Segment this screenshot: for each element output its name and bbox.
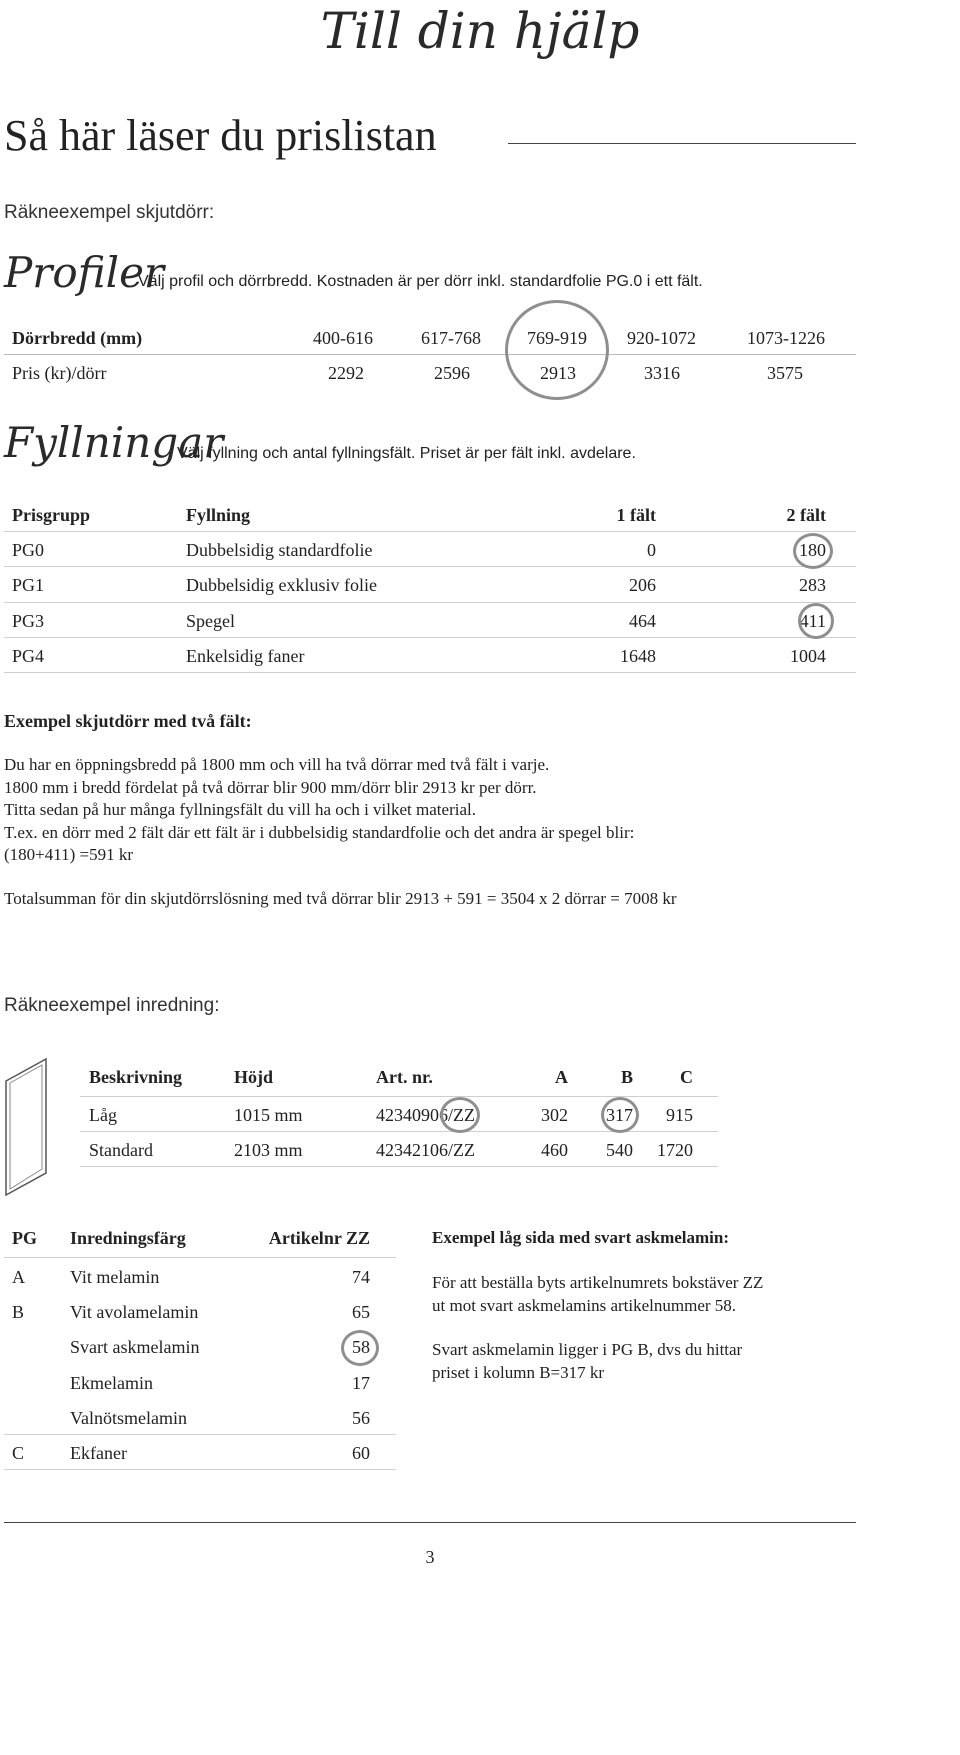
color-table-cell: Svart askmelamin — [70, 1337, 200, 1357]
fillings-cell: Dubbelsidig exklusiv folie — [186, 575, 377, 595]
price-cell: 3575 — [767, 363, 803, 383]
color-table-cell: 17 — [352, 1373, 370, 1393]
fillings-cell: PG1 — [12, 575, 45, 595]
interior-example-line: Svart askmelamin ligger i PG B, dvs du hittar — [432, 1340, 743, 1359]
door-section-heading: Räkneexempel skjutdörr: — [4, 202, 215, 223]
width-column: 769-919 — [527, 328, 587, 348]
door-example-line: Titta sedan på hur många fyllningsfält du vill ha och i vilket material. — [4, 800, 476, 819]
fillings-intro: Välj fyllning och antal fyllningsfält. Priset är per fält inkl. avdelare. — [177, 445, 636, 462]
fillings-cell: 1004 — [790, 646, 826, 666]
price-cell: 2596 — [434, 363, 470, 383]
highlight-circle — [505, 300, 609, 400]
color-table-cell: Valnötsmelamin — [70, 1408, 187, 1428]
fillings-script-label: Fyllningar — [4, 418, 224, 467]
price-cell: 2292 — [328, 363, 364, 383]
color-table-divider — [4, 1434, 396, 1435]
size-table-divider — [80, 1166, 718, 1167]
color-table-cell: Vit avolamelamin — [70, 1302, 199, 1322]
fillings-divider — [4, 531, 856, 532]
profiles-intro: Välj profil och dörrbredd. Kostnaden är per dörr inkl. standardfolie PG.0 i ett fält. — [138, 273, 703, 290]
fillings-divider — [4, 602, 856, 603]
size-table-cell: 302 — [541, 1105, 568, 1125]
size-table-header: Höjd — [234, 1067, 274, 1087]
title-rule — [508, 143, 856, 144]
color-table-cell: A — [12, 1267, 25, 1287]
fillings-cell: 283 — [799, 575, 826, 595]
color-table-cell: 74 — [352, 1267, 370, 1287]
color-table-divider — [4, 1469, 396, 1470]
door-example-text — [4, 754, 634, 867]
price-cell: 3316 — [644, 363, 680, 383]
fillings-cell: PG4 — [12, 646, 45, 666]
width-column: 617-768 — [421, 328, 481, 348]
fillings-cell: 1648 — [620, 646, 656, 666]
fillings-header: 2 fält — [786, 505, 826, 525]
size-table-cell: Låg — [89, 1105, 117, 1125]
fillings-header: 1 fält — [616, 505, 656, 525]
color-table-header: Inredningsfärg — [70, 1228, 186, 1248]
color-table-cell: 65 — [352, 1302, 370, 1322]
width-column: 920-1072 — [627, 328, 696, 348]
profiles-script-label: Profiler — [4, 248, 165, 297]
size-table-cell: 915 — [666, 1105, 693, 1125]
interior-section-heading: Räkneexempel inredning: — [4, 995, 220, 1016]
size-table-cell: 1720 — [657, 1140, 693, 1160]
size-table-header: Art. nr. — [376, 1067, 433, 1087]
highlight-circle — [341, 1330, 379, 1366]
color-table-cell: Ekmelamin — [70, 1373, 153, 1393]
color-table-cell: 58 — [352, 1337, 370, 1357]
fillings-cell: Dubbelsidig standardfolie — [186, 540, 373, 560]
size-table-header: B — [620, 1067, 633, 1087]
size-table-cell: Standard — [89, 1140, 153, 1160]
highlight-circle — [793, 533, 833, 569]
size-table-header: A — [555, 1067, 568, 1087]
width-column: 400-616 — [313, 328, 373, 348]
fillings-header: Prisgrupp — [12, 505, 91, 525]
fillings-cell: 206 — [629, 575, 656, 595]
color-table-cell: Ekfaner — [70, 1443, 127, 1463]
door-total-text: Totalsumman för din skjutdörrslösning med två dörrar blir 2913 + 591 = 3504 x 2 dörrar = 7008 kr — [4, 889, 677, 908]
color-table-cell: 60 — [352, 1443, 370, 1463]
door-example-line: Du har en öppningsbredd på 1800 mm och vill ha två dörrar med två fält i varje. — [4, 755, 550, 774]
color-table-header: PG — [12, 1228, 37, 1248]
fillings-header: Fyllning — [186, 505, 251, 525]
interior-example-para — [432, 1272, 763, 1317]
color-table-cell: C — [12, 1443, 25, 1463]
fillings-cell: PG0 — [12, 540, 45, 560]
color-table-header: Artikelnr ZZ — [268, 1228, 370, 1248]
size-table-header: C — [680, 1067, 693, 1087]
highlight-circle — [601, 1097, 639, 1133]
door-example-line: (180+411) =591 kr — [4, 845, 134, 864]
side-panel-illustration — [2, 1055, 52, 1197]
size-table-cell: 1015 mm — [234, 1105, 303, 1125]
door-example-line: 1800 mm i bredd fördelat på två dörrar blir 900 mm/dörr blir 2913 kr per dörr. — [4, 777, 537, 797]
color-table-cell: Vit melamin — [70, 1267, 160, 1287]
color-table-cell: 56 — [352, 1408, 370, 1428]
profiles-divider — [4, 354, 856, 355]
fillings-cell: 464 — [629, 611, 656, 631]
price-cell: 2913 — [540, 363, 576, 383]
size-table-cell: 42342106/ZZ — [376, 1140, 475, 1160]
page-number: 3 — [425, 1547, 435, 1567]
page-title: Så här läser du prislistan — [4, 111, 437, 160]
fillings-divider — [4, 672, 856, 673]
fillings-divider — [4, 566, 856, 567]
interior-example-line: priset i kolumn B=317 kr — [432, 1362, 605, 1382]
fillings-cell: Spegel — [186, 611, 235, 631]
door-example-heading: Exempel skjutdörr med två fält: — [4, 711, 252, 731]
price-row-label: Pris (kr)/dörr — [12, 363, 107, 383]
fillings-cell: 411 — [799, 611, 826, 631]
size-table-cell: 42340906/ZZ — [376, 1105, 475, 1125]
fillings-cell: PG3 — [12, 611, 45, 631]
interior-example-line: För att beställa byts artikelnumrets bokstäver ZZ — [432, 1273, 764, 1292]
fillings-divider — [4, 637, 856, 638]
width-column: 1073-1226 — [747, 328, 825, 348]
fillings-cell: 180 — [799, 540, 826, 560]
size-table-cell: 317 — [606, 1105, 633, 1125]
highlight-circle — [440, 1097, 480, 1133]
interior-example-para — [432, 1339, 742, 1384]
footer-rule — [4, 1522, 856, 1523]
size-table-cell: 2103 mm — [234, 1140, 303, 1160]
script-heading: Till din hjälp — [320, 2, 640, 60]
size-table-cell: 460 — [541, 1140, 568, 1160]
size-table-header: Beskrivning — [89, 1067, 183, 1087]
color-table-divider — [4, 1257, 396, 1258]
color-table-cell: B — [12, 1302, 25, 1322]
fillings-cell: 0 — [647, 540, 656, 560]
profiles-row-header: Dörrbredd (mm) — [12, 328, 143, 348]
interior-example-heading: Exempel låg sida med svart askmelamin: — [432, 1228, 730, 1247]
door-example-line: T.ex. en dörr med 2 fält där ett fält är i dubbelsidig standardfolie och det andra är spegel blir: — [4, 822, 635, 842]
interior-example-line: ut mot svart askmelamins artikelnummer 58. — [432, 1295, 737, 1315]
highlight-circle — [798, 603, 834, 639]
size-table-cell: 540 — [606, 1140, 633, 1160]
fillings-cell: Enkelsidig faner — [186, 646, 305, 666]
